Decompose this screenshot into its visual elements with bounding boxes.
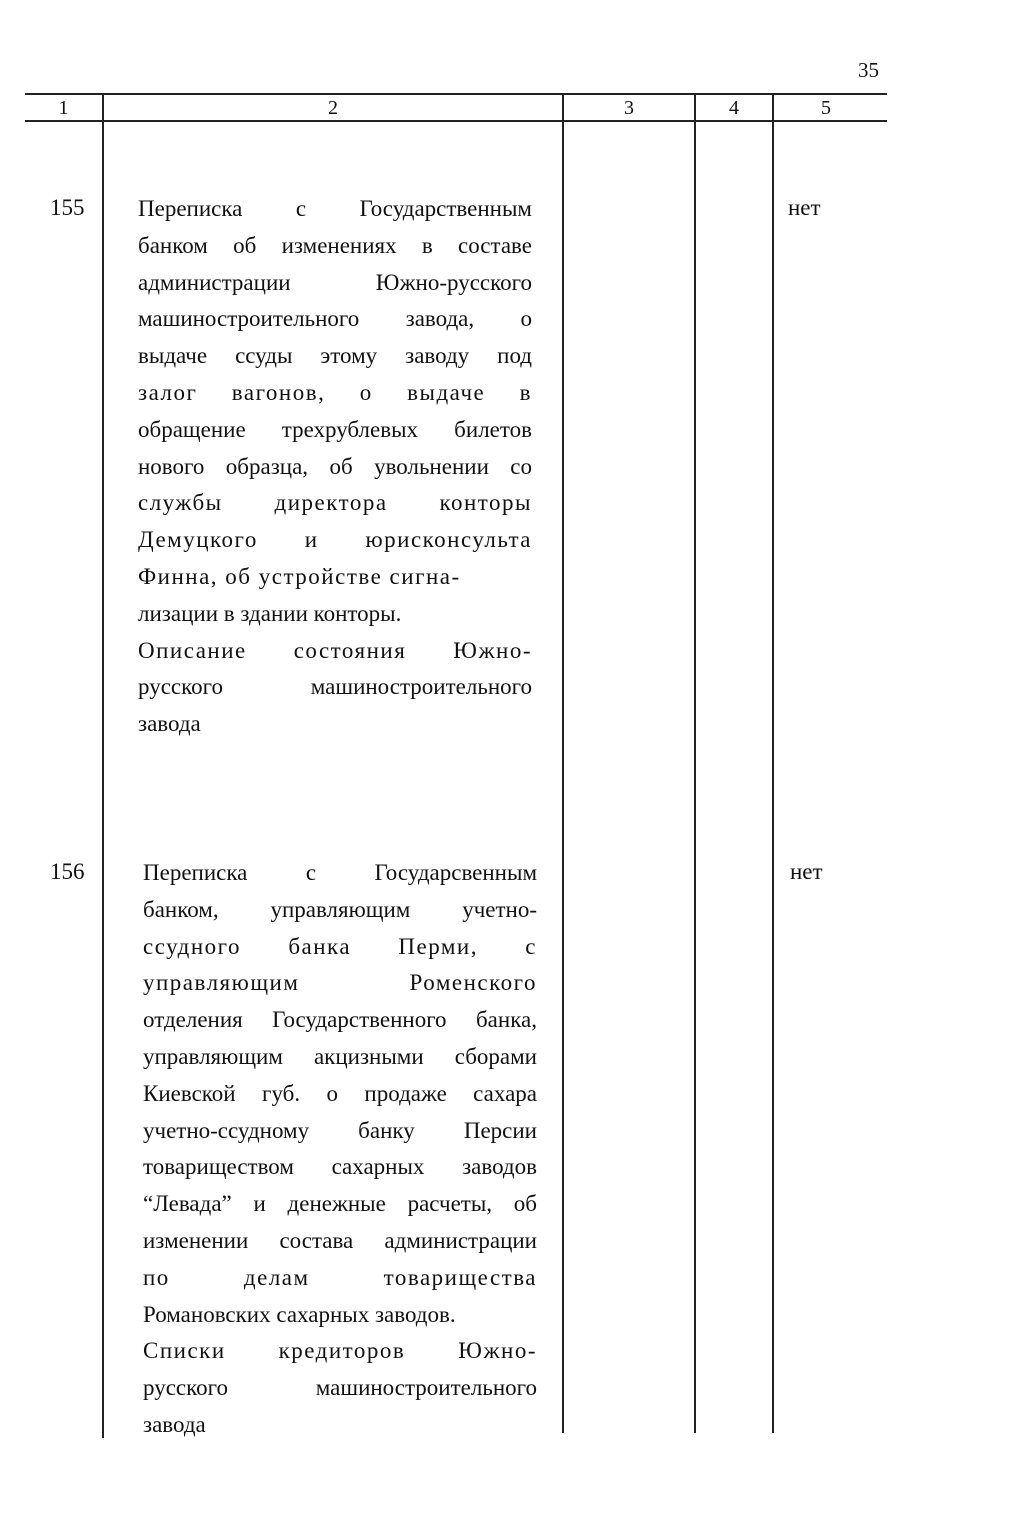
row-number: 155 — [50, 195, 85, 220]
page-number: 35 — [858, 58, 879, 82]
header-col-3: 3 — [624, 97, 634, 119]
description-line: Переписка с Государсвенным — [143, 860, 537, 885]
row-availability: нет — [788, 195, 821, 220]
column-divider — [772, 93, 774, 1433]
description-line: завода — [138, 711, 201, 737]
table-top-border — [25, 93, 887, 95]
description-line: управляющим акцизными сборами — [143, 1043, 537, 1069]
description-line: Романовских сахарных заводов. — [143, 1301, 456, 1327]
description-line: Переписка с Государственным — [138, 196, 532, 221]
header-col-5: 5 — [821, 97, 831, 119]
column-divider — [694, 93, 696, 1433]
row-number: 156 — [50, 859, 85, 884]
description-line: “Левада” и денежные расчеты, об — [143, 1191, 537, 1217]
description-line: лизации в здании конторы. — [138, 600, 402, 626]
column-divider — [102, 93, 104, 1438]
description-line: нового образца, об увольнении со — [138, 453, 532, 479]
description-line: управляющим Роменского — [143, 970, 537, 996]
row-description — [138, 191, 532, 743]
description-line: учетно-ссудному банку Персии — [143, 1117, 537, 1143]
column-divider — [562, 93, 564, 1433]
header-col-1: 1 — [58, 97, 69, 119]
description-line: Списки кредиторов Южно- — [143, 1338, 537, 1364]
description-line: залог вагонов, о выдаче в — [138, 379, 532, 405]
description-line: изменении состава администрации — [143, 1227, 537, 1253]
description-line: ссудного банка Перми, с — [143, 933, 537, 959]
description-line: товариществом сахарных заводов — [143, 1154, 537, 1180]
description-line: банком об изменениях в составе — [138, 232, 532, 258]
description-line: завода — [143, 1411, 206, 1437]
description-line: Финна, об устройстве сигна- — [138, 563, 461, 589]
header-bottom-border — [25, 120, 887, 122]
description-line: машиностроительного завода, о — [138, 306, 532, 332]
description-line: русского машиностроительного — [138, 674, 532, 700]
description-line: банком, управляющим учетно- — [143, 896, 537, 922]
description-line: Демуцкого и юрисконсульта — [138, 527, 532, 553]
description-line: администрации Южно-русского — [138, 269, 532, 295]
description-line: Киевской губ. о продаже сахара — [143, 1080, 537, 1106]
row-availability: нет — [790, 859, 823, 884]
header-col-2: 2 — [328, 97, 338, 119]
description-line: русского машиностроительного — [143, 1375, 537, 1401]
description-line: отделения Государственного банка, — [143, 1007, 537, 1033]
description-line: обращение трехрублевых билетов — [138, 416, 532, 442]
description-line: выдаче ссуды этому заводу под — [138, 343, 532, 369]
description-line: службы директора конторы — [138, 490, 532, 516]
description-line: Описание состояния Южно- — [138, 637, 532, 663]
row-description — [143, 855, 537, 1444]
header-col-4: 4 — [729, 97, 739, 119]
description-line: по делам товарищества — [143, 1264, 537, 1290]
